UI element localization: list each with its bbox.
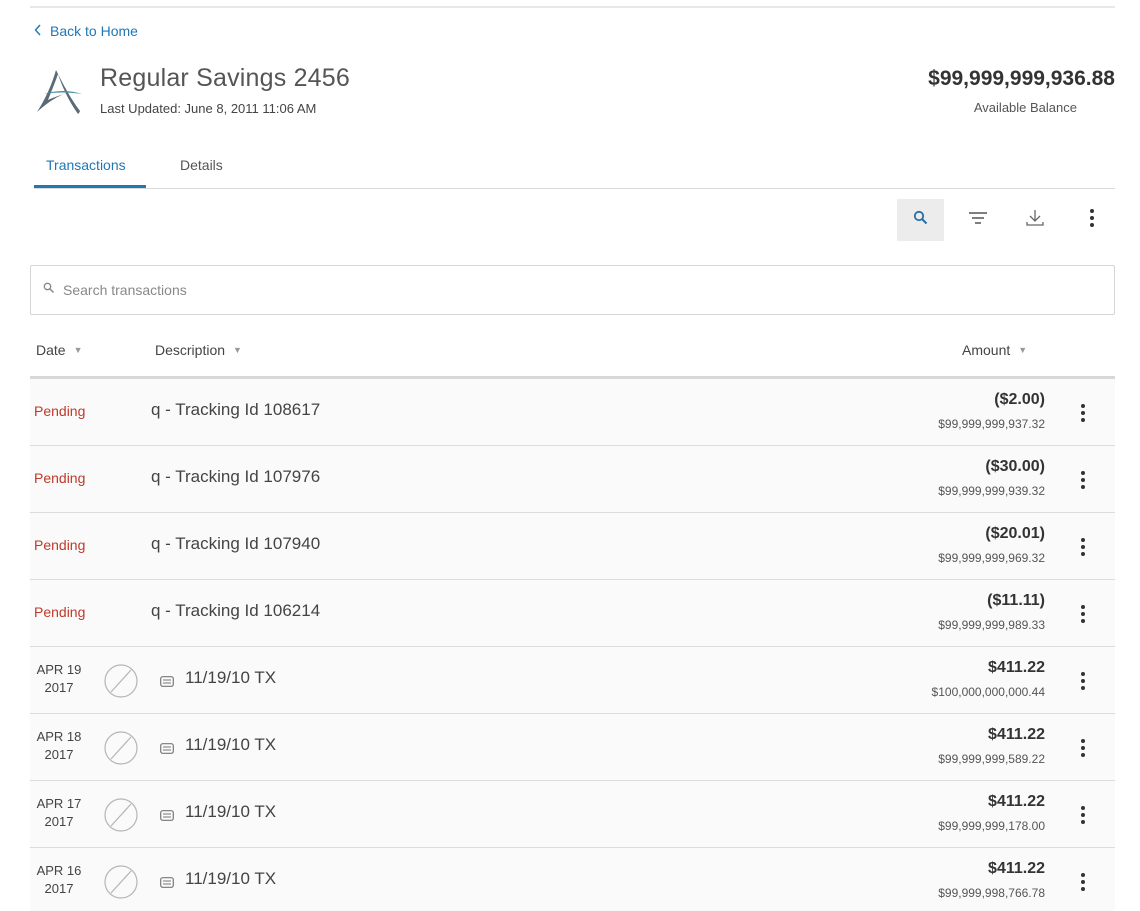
transaction-description: q - Tracking Id 106214: [151, 601, 321, 620]
row-more-button[interactable]: [1073, 667, 1093, 695]
transaction-date: [34, 661, 84, 697]
available-balance-label: Available Balance: [973, 100, 1077, 115]
search-icon: [43, 281, 55, 299]
tab-details[interactable]: Details: [180, 157, 223, 173]
running-balance: $99,999,999,939.32: [938, 484, 1045, 498]
sort-caret-icon: ▼: [73, 345, 83, 355]
no-category-icon: [103, 797, 139, 833]
filter-icon: [968, 211, 988, 230]
transaction-description: 11/19/10 TX: [185, 735, 277, 754]
last-updated-text: Last Updated: June 8, 2011 11:06 AM: [100, 101, 317, 116]
transaction-amount: ($2.00): [994, 391, 1045, 408]
date-day: APR 18: [36, 729, 82, 744]
date-year: 2017: [44, 881, 74, 896]
more-options-button[interactable]: [1068, 199, 1115, 241]
running-balance: $100,000,000,000.44: [931, 685, 1045, 699]
transactions-toolbar: [897, 199, 1115, 241]
row-more-button[interactable]: [1073, 533, 1093, 561]
transaction-description: 11/19/10 TX: [185, 869, 277, 888]
account-tabs: [34, 148, 1115, 189]
no-category-icon: [103, 730, 139, 766]
transaction-amount: ($30.00): [985, 458, 1045, 475]
more-vertical-icon: [1080, 470, 1086, 490]
back-to-home-link[interactable]: [34, 23, 138, 39]
date-day: APR 16: [36, 863, 82, 878]
more-vertical-icon: [1080, 738, 1086, 758]
date-column-header[interactable]: [36, 342, 83, 358]
transactions-table: [30, 379, 1115, 911]
download-icon: [1025, 209, 1045, 232]
table-row[interactable]: [30, 513, 1115, 580]
running-balance: $99,999,999,969.32: [938, 551, 1045, 565]
memo-icon: [160, 808, 174, 819]
transaction-description: 11/19/10 TX: [185, 802, 277, 821]
more-vertical-icon: [1080, 805, 1086, 825]
no-category-icon: [103, 864, 139, 900]
tab-transactions[interactable]: Transactions: [34, 148, 146, 188]
transaction-date: [34, 728, 84, 764]
more-vertical-icon: [1080, 604, 1086, 624]
more-vertical-icon: [1080, 671, 1086, 691]
more-vertical-icon: [1080, 537, 1086, 557]
date-day: APR 19: [36, 662, 82, 677]
search-transactions-input[interactable]: [63, 282, 963, 298]
memo-icon: [160, 875, 174, 886]
date-day: APR 17: [36, 796, 82, 811]
account-title: Regular Savings 2456: [100, 64, 350, 92]
memo-icon: [160, 741, 174, 752]
transaction-description: q - Tracking Id 107976: [151, 467, 321, 486]
running-balance: $99,999,999,178.00: [938, 819, 1045, 833]
more-vertical-icon: [1080, 872, 1086, 892]
search-transactions-box: [30, 265, 1115, 315]
date-column-label: Date: [36, 342, 66, 358]
download-button[interactable]: [1011, 199, 1058, 241]
transaction-amount: $411.22: [988, 793, 1045, 810]
filter-button[interactable]: [954, 199, 1001, 241]
table-row[interactable]: [30, 714, 1115, 781]
running-balance: $99,999,999,989.33: [938, 618, 1045, 632]
pending-status: Pending: [34, 604, 86, 620]
top-divider: [30, 6, 1115, 8]
transaction-date: [34, 795, 84, 831]
table-row[interactable]: [30, 446, 1115, 513]
transaction-description: 11/19/10 TX: [185, 668, 277, 687]
more-vertical-icon: [1089, 208, 1095, 233]
description-column-label: Description: [155, 342, 226, 358]
pending-status: Pending: [34, 537, 86, 553]
transaction-description: q - Tracking Id 108617: [151, 400, 321, 419]
back-link-label: Back to Home: [50, 23, 138, 39]
transaction-amount: ($11.11): [987, 592, 1045, 609]
running-balance: $99,999,998,766.78: [938, 886, 1045, 900]
table-row[interactable]: [30, 781, 1115, 848]
row-more-button[interactable]: [1073, 466, 1093, 494]
transaction-amount: $411.22: [988, 659, 1045, 676]
table-row[interactable]: [30, 647, 1115, 714]
chevron-left-icon: [34, 24, 42, 39]
running-balance: $99,999,999,589.22: [938, 752, 1045, 766]
amount-column-header[interactable]: [962, 342, 1027, 358]
table-row[interactable]: [30, 848, 1115, 911]
more-vertical-icon: [1080, 403, 1086, 423]
row-more-button[interactable]: [1073, 600, 1093, 628]
search-toggle-button[interactable]: [897, 199, 944, 241]
amount-column-label: Amount: [962, 342, 1011, 358]
table-row[interactable]: [30, 379, 1115, 446]
sort-caret-icon: ▼: [1018, 345, 1028, 355]
row-more-button[interactable]: [1073, 801, 1093, 829]
transaction-amount: $411.22: [988, 860, 1045, 877]
running-balance: $99,999,999,937.32: [938, 417, 1045, 431]
description-column-header[interactable]: [155, 342, 242, 358]
available-balance-value: $99,999,999,936.88: [928, 67, 1115, 90]
date-year: 2017: [44, 680, 74, 695]
search-icon: [913, 210, 929, 231]
row-more-button[interactable]: [1073, 868, 1093, 896]
transaction-amount: ($20.01): [985, 525, 1045, 542]
sort-caret-icon: ▼: [233, 345, 242, 355]
row-more-button[interactable]: [1073, 399, 1093, 427]
date-year: 2017: [44, 747, 74, 762]
table-row[interactable]: [30, 580, 1115, 647]
transaction-description: q - Tracking Id 107940: [151, 534, 321, 553]
bank-logo-icon: [34, 66, 86, 118]
transaction-amount: $411.22: [988, 726, 1045, 743]
no-category-icon: [103, 663, 139, 699]
pending-status: Pending: [34, 403, 86, 419]
pending-status: Pending: [34, 470, 86, 486]
transaction-date: [34, 862, 84, 898]
date-year: 2017: [44, 814, 74, 829]
row-more-button[interactable]: [1073, 734, 1093, 762]
memo-icon: [160, 674, 174, 685]
